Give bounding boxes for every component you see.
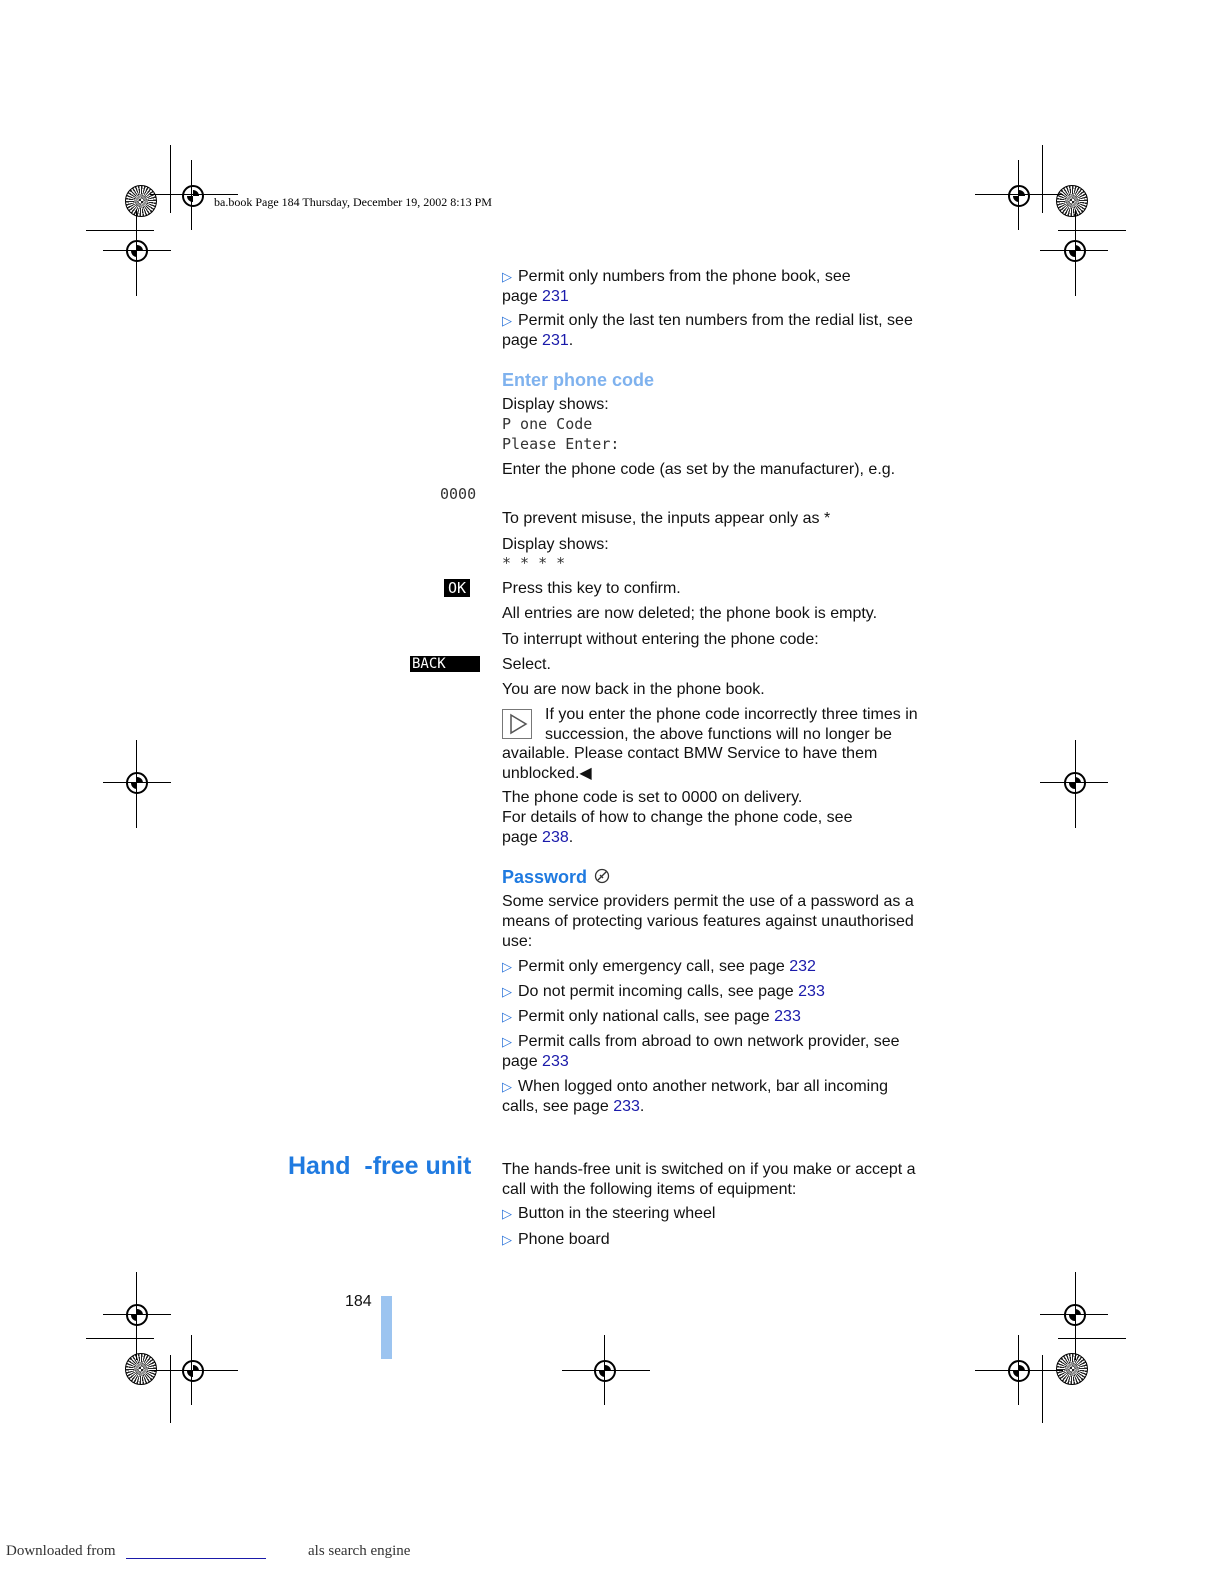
note-line: available. Please contact BMW Service to have them: [502, 745, 878, 762]
triangle-bullet-icon: ▷: [502, 313, 512, 328]
note-line: If you enter the phone code incorrectly three times in: [545, 706, 918, 723]
crosshair-icon: [1008, 185, 1030, 207]
crop-line: [191, 160, 192, 230]
crop-line: [1040, 250, 1108, 251]
list-item: ▷ When logged onto another network, bar all incoming calls, see page 233.: [502, 1078, 888, 1115]
page-marker-bar: [381, 1296, 392, 1359]
back-key: BACK: [410, 655, 480, 673]
list-item: ▷ Permit only numbers from the phone book, see page 231: [502, 268, 851, 305]
list-item: ▷ Button in the steering wheel: [502, 1205, 716, 1222]
registration-target-icon: [1056, 185, 1088, 217]
password-intro: means of protecting various features against unauthorised: [502, 913, 914, 930]
crop-line: [1018, 160, 1019, 230]
crop-line: [1075, 1272, 1076, 1360]
crop-line: [975, 194, 1063, 195]
crop-line: [1018, 1335, 1019, 1405]
display-shows-label: Display shows:: [502, 536, 609, 553]
back-note: You are now back in the phone book.: [502, 681, 765, 698]
page-link[interactable]: 232: [789, 958, 816, 975]
page-link[interactable]: 233: [798, 983, 825, 1000]
ok-key: OK: [444, 579, 470, 598]
page-link[interactable]: 233: [774, 1008, 801, 1025]
crop-line: [1058, 1338, 1126, 1339]
lcd-line: P one Code: [502, 415, 593, 433]
section-heading-password: Password: [502, 867, 610, 888]
print-info-header: ba.book Page 184 Thursday, December 19, 2002 8:13 PM: [214, 195, 492, 209]
delivery-text: The phone code is set to 0000 on delivery.: [502, 789, 803, 806]
list-item: ▷ Phone board: [502, 1231, 610, 1248]
crop-line: [136, 1272, 137, 1360]
triangle-bullet-icon: ▷: [502, 959, 512, 974]
triangle-bullet-icon: ▷: [502, 1009, 512, 1024]
registration-target-icon: [125, 1353, 157, 1385]
list-item: ▷ Permit only national calls, see page 233: [502, 1008, 801, 1025]
crop-line: [103, 250, 171, 251]
select-text: Select.: [502, 656, 551, 673]
crop-line: [86, 1338, 154, 1339]
confirm-text: Press this key to confirm.: [502, 580, 681, 597]
list-item: ▷ Permit only the last ten numbers from the redial list, see page 231.: [502, 312, 913, 349]
crop-line: [975, 1370, 1063, 1371]
note-box: [502, 709, 532, 739]
triangle-bullet-icon: ▷: [502, 269, 512, 284]
footer-link-underline[interactable]: [126, 1558, 266, 1559]
section-heading-enter-phone-code: Enter phone code: [502, 370, 655, 390]
delivery-text: For details of how to change the phone code, see: [502, 809, 853, 826]
crosshair-icon: [594, 1360, 616, 1382]
delivery-text: page 238.: [502, 829, 574, 846]
triangle-bullet-icon: ▷: [502, 984, 512, 999]
crop-line: [1075, 210, 1076, 296]
page-number: 184: [345, 1293, 372, 1310]
password-intro: Some service providers permit the use of a password as a: [502, 893, 914, 910]
lcd-stars: * * * *: [502, 554, 566, 572]
crosshair-icon: [182, 1360, 204, 1382]
end-mark-icon: ◀: [579, 765, 592, 782]
crop-line: [86, 230, 154, 231]
crop-line: [1040, 1314, 1108, 1315]
note-triangle-icon: [503, 710, 531, 738]
page-link[interactable]: 231: [542, 332, 569, 349]
crop-line: [1042, 145, 1043, 213]
crop-line: [136, 740, 137, 828]
footer-search-engine: als search engine: [308, 1543, 411, 1559]
hands-free-intro: call with the following items of equipment:: [502, 1181, 797, 1198]
crop-line: [1058, 230, 1126, 231]
list-item: ▷ Permit calls from abroad to own network provider, see page 233: [502, 1033, 900, 1070]
instruction-text: Enter the phone code (as set by the manufacturer), e.g.: [502, 461, 896, 478]
page-link[interactable]: 231: [542, 288, 569, 305]
page-link[interactable]: 233: [542, 1053, 569, 1070]
page-link[interactable]: 233: [613, 1098, 640, 1115]
lcd-line: Please Enter:: [502, 435, 620, 453]
crosshair-icon: [126, 772, 148, 794]
example-code: 0000: [440, 485, 477, 503]
note-line: unblocked.◀: [502, 765, 592, 782]
crop-line: [191, 1335, 192, 1405]
crosshair-icon: [126, 240, 148, 262]
footer-downloaded: Downloaded from: [6, 1543, 116, 1559]
crop-line: [1040, 782, 1108, 783]
crop-line: [170, 145, 171, 213]
triangle-bullet-icon: ▷: [502, 1232, 512, 1247]
triangle-bullet-icon: ▷: [502, 1079, 512, 1094]
hands-free-intro: The hands-free unit is switched on if you make or accept a: [502, 1161, 916, 1178]
page-link[interactable]: 238: [542, 829, 569, 846]
deleted-text: All entries are now deleted; the phone book is empty.: [502, 605, 878, 622]
display-shows-label: Display shows:: [502, 396, 609, 413]
crop-line: [103, 1314, 171, 1315]
crop-line: [170, 1355, 171, 1423]
crop-line: [1075, 740, 1076, 828]
registration-target-icon: [125, 185, 157, 217]
crop-line: [1042, 1355, 1043, 1423]
network-service-icon: [594, 868, 610, 884]
crosshair-icon: [126, 1304, 148, 1326]
triangle-bullet-icon: ▷: [502, 1034, 512, 1049]
triangle-bullet-icon: ▷: [502, 1206, 512, 1221]
section-heading-hands-free: Hand -free unit: [288, 1152, 472, 1180]
crop-line: [150, 1370, 238, 1371]
crop-line: [604, 1335, 605, 1405]
interrupt-text: To interrupt without entering the phone code:: [502, 631, 819, 648]
misuse-note: To prevent misuse, the inputs appear only as *: [502, 510, 831, 527]
note-line: succession, the above functions will no longer be: [545, 726, 892, 743]
crop-line: [103, 782, 171, 783]
registration-target-icon: [1056, 1353, 1088, 1385]
crosshair-icon: [182, 185, 204, 207]
crop-line: [562, 1370, 650, 1371]
list-item: ▷ Do not permit incoming calls, see page 233: [502, 983, 825, 1000]
crosshair-icon: [1008, 1360, 1030, 1382]
password-intro: use:: [502, 933, 533, 950]
list-item: ▷ Permit only emergency call, see page 232: [502, 958, 816, 975]
crop-line: [136, 210, 137, 296]
